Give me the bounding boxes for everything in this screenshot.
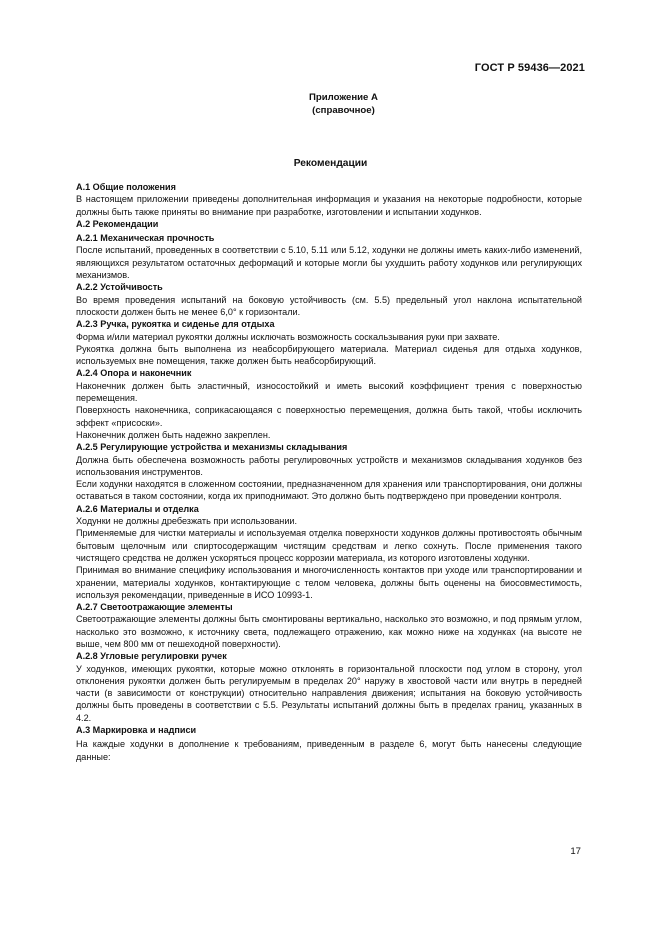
section-heading: А.1 Общие положения [76,182,176,192]
paragraph: Ходунки не должны дребезжать при использовании. [76,516,298,527]
paragraph: У ходунков, имеющих рукоятки, которые можно отклонять в горизонтальной плоскости под углом в сторону, угол отклонения рукоятки должен быть регулируемым в пределах 20° наружу в хвостовой части или внутрь в передней части (в зависимости от конструкции) относительно направления движения; испытания на боковую устойчивость должны быть проведены в соответствии с 5.5. Результаты испытаний должны быть в пределах границ, указанных в 4.2. [76,663,582,723]
section [76,601,582,650]
paragraph: На каждые ходунки в дополнение к требованиям, приведенным в разделе 6, могут быть нанесены следующие данные: [76,739,582,762]
section-heading: А.2.1 Механическая прочность [76,233,215,244]
appendix-heading [0,92,661,117]
section [76,218,582,230]
section-heading: А.2.3 Ручка, рукоятка и сиденье для отдыха [76,319,275,330]
section-heading: А.2.2 Устойчивость [76,282,163,293]
section [76,281,582,318]
section [76,318,582,367]
document-code: ГОСТ Р 59436—2021 [474,62,585,74]
paragraph: Наконечник должен быть надежно закреплен. [76,429,271,440]
section-heading: А.2.7 Светоотражающие элементы [76,602,233,613]
section [76,232,582,281]
paragraph: После испытаний, проведенных в соответствии с 5.10, 5.11 или 5.12, ходунки не должны иметь каких-либо изменений, являющихся результатом остаточных деформаций и которые могли бы ухудшить работу ходунков или регулирующих механизмов. [76,245,582,281]
paragraph: Рукоятка должна быть выполнена из неабсорбирующего материала. Материал сиденья для отдыха ходунков, используемых вне помещения, также должен быть неабсорбирующий. [76,343,582,367]
section-title: Рекомендации [293,158,368,169]
page-number: 17 [570,846,581,857]
section-heading: А.2 Рекомендации [76,218,159,229]
section-heading: А.3 Маркировка и надписи [76,725,197,736]
section [76,441,582,502]
section-heading: А.2.5 Регулирующие устройства и механизмы складывания [76,442,348,453]
paragraph: Наконечник должен быть эластичный, износостойкий и иметь высокий коэффициент трения с поверхностью перемещения. [76,380,582,404]
paragraph: Светоотражающие элементы должны быть смонтированы вертикально, насколько это возможно, и под прямым углом, насколько это возможно, к источнику света, подлежащего отражению, как можно ниже на ходунках (на высоте не выше, чем 800 мм от пешеходной поверхности). [76,614,582,649]
section [76,724,582,763]
appendix-title: Приложение А [309,92,378,103]
paragraph: Форма и/или материал рукоятки должны исключать возможность соскальзывания руки при захвате. [76,331,500,342]
section-heading: А.2.6 Материалы и отделка [76,503,199,514]
section [76,181,582,218]
section [76,503,582,601]
section [76,650,582,724]
section [76,367,582,441]
paragraph: Поверхность наконечника, соприкасающаяся с поверхностью перемещения, должна быть такой, чтобы исключить эффект «присоски». [76,405,582,428]
paragraph: Если ходунки находятся в сложенном состоянии, предназначенном для хранения или транспортирования, они должны оставаться в таком состоянии, когда их приподнимают. Это должно быть подтверждено при проведении контроля. [76,479,582,502]
document-body [76,181,582,763]
section-heading: А.2.4 Опора и наконечник [76,368,192,379]
paragraph: Принимая во внимание специфику использования и многочисленность контактов при уходе или транспортировании и хранении, материалы ходунков, контактирующие с телом человека, должны быть оценены на биосовместимость, используя рекомендации, приведенные в ИСО 10993-1. [76,565,582,600]
paragraph: В настоящем приложении приведены дополнительная информация и указания на некоторые подробности, которые должны быть также приняты во внимание при разработке, изготовлении и испытании ходунков. [76,194,582,217]
paragraph: Применяемые для чистки материалы и используемая отделка поверхности ходунков должны противостоять обычным бытовым щелочным или спиртосодержащим чистящим средствам и легко сохнуть. После применения такого чистящего средства не должен ускоряться процесс коррозии материала, из которого изготовлены ходунки. [76,528,582,563]
section-heading: А.2.8 Угловые регулировки ручек [76,651,227,662]
paragraph: Во время проведения испытаний на боковую устойчивость (см. 5.5) предельный угол наклона испытательной плоскости должен быть не менее 6,0° к горизонтали. [76,294,582,317]
paragraph: Должна быть обеспечена возможность работы регулировочных устройств и механизмов складывания ходунков без использования инструментов. [76,454,582,477]
appendix-subtitle: (справочное) [312,104,375,116]
